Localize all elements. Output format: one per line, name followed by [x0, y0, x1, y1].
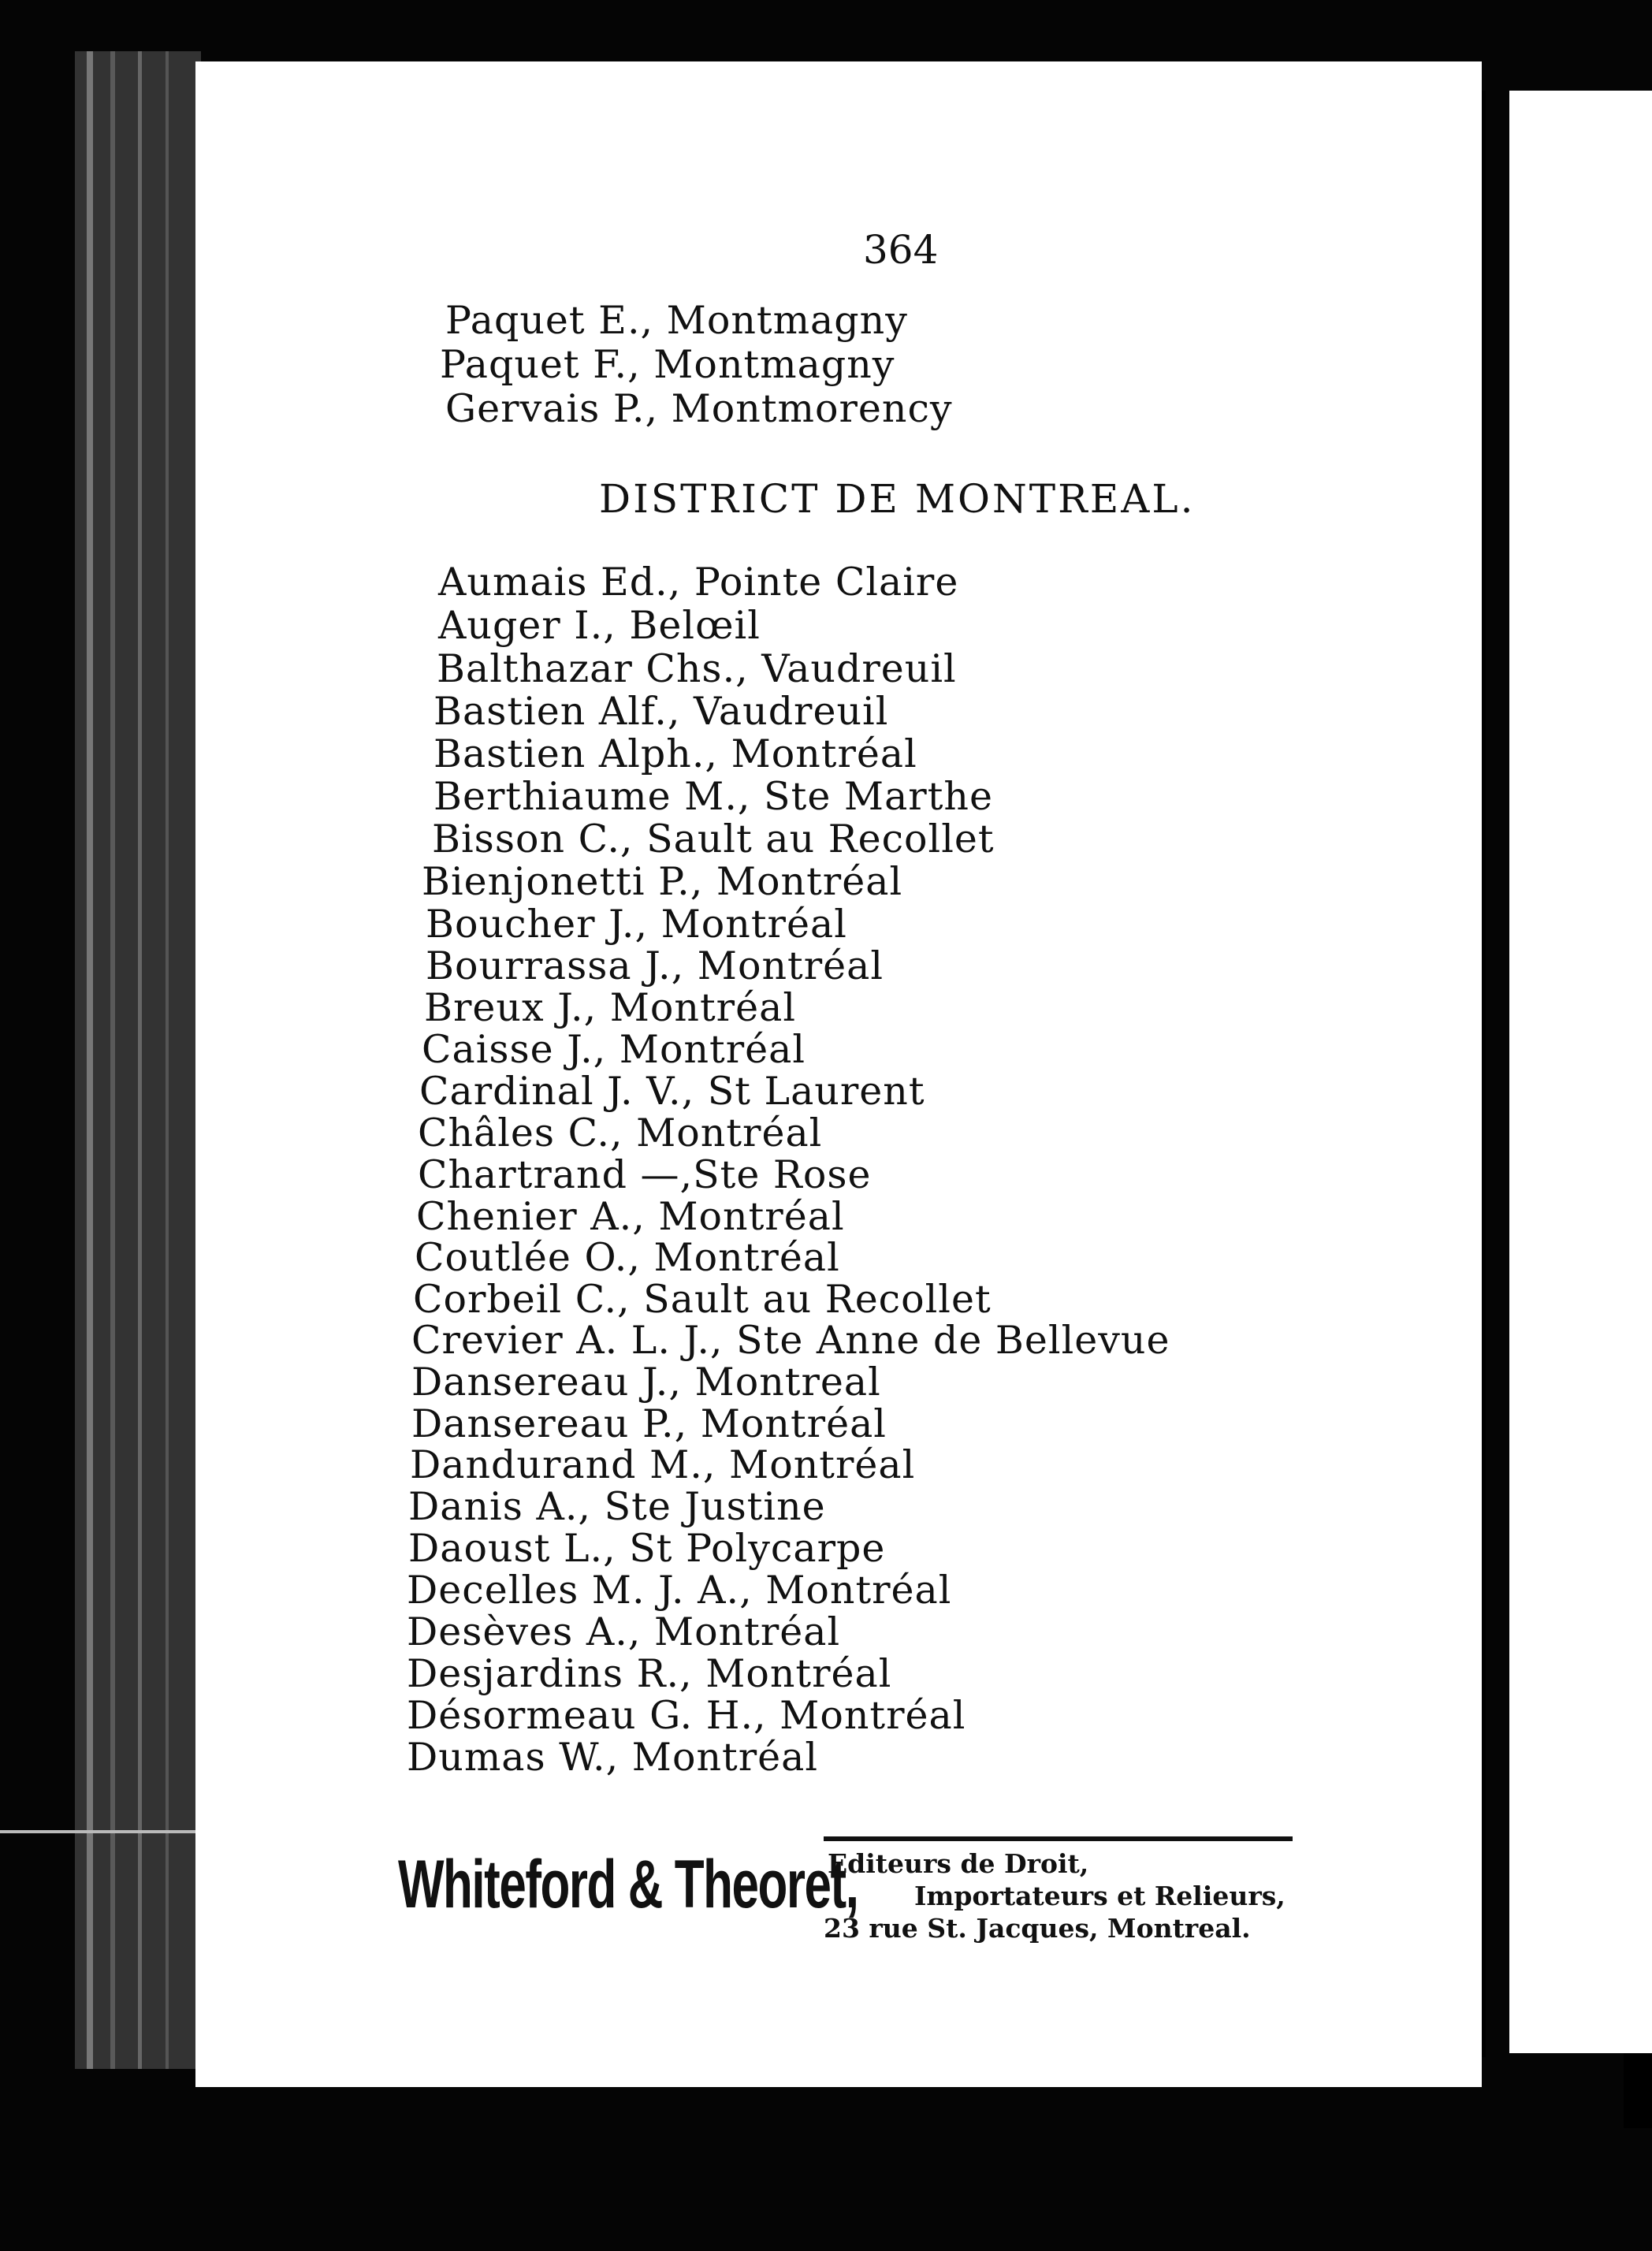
directory-entry: Berthiaume M., Ste Marthe — [433, 774, 993, 819]
directory-entry: Paquet F., Montmagny — [440, 342, 895, 387]
directory-entry: Cardinal J. V., St Laurent — [419, 1069, 925, 1114]
directory-entry: Gervais P., Montmorency — [445, 386, 953, 431]
advertisement-line: Editeurs de Droit, — [828, 1848, 1089, 1879]
advertisement-line: Importateurs et Relieurs, — [914, 1881, 1286, 1911]
page-number: 364 — [863, 227, 939, 273]
directory-entry: Balthazar Chs., Vaudreuil — [437, 646, 957, 691]
directory-entry: Desèves A., Montréal — [407, 1609, 841, 1654]
directory-entry: Chartrand —,Ste Rose — [418, 1152, 872, 1197]
advertisement-brand: Whiteford & Theoret, — [398, 1847, 858, 1922]
directory-entry: Dansereau J., Montreal — [411, 1360, 881, 1405]
directory-entry: Chenier A., Montréal — [416, 1194, 845, 1239]
directory-entry: Caisse J., Montréal — [422, 1027, 806, 1072]
directory-entry: Decelles M. J. A., Montréal — [407, 1568, 952, 1613]
directory-entry: Desjardins R., Montréal — [407, 1651, 892, 1696]
directory-entry: Coutlée O., Montréal — [415, 1235, 840, 1280]
directory-entry: Paquet E., Montmagny — [445, 298, 908, 343]
directory-entry: Corbeil C., Sault au Recollet — [413, 1277, 992, 1322]
directory-entry: Crevier A. L. J., Ste Anne de Bellevue — [411, 1318, 1170, 1363]
directory-entry: Bastien Alph., Montréal — [433, 731, 917, 776]
section-heading: DISTRICT DE MONTREAL. — [599, 476, 1196, 522]
directory-entry: Bourrassa J., Montréal — [426, 943, 884, 988]
directory-entry: Danis A., Ste Justine — [408, 1484, 826, 1529]
directory-entry: Breux J., Montréal — [424, 985, 796, 1030]
directory-entry: Dumas W., Montréal — [407, 1735, 818, 1780]
directory-entry: Boucher J., Montréal — [426, 902, 847, 947]
directory-entry: Châles C., Montréal — [418, 1111, 823, 1155]
directory-entry: Désormeau G. H., Montréal — [407, 1693, 966, 1738]
directory-entry: Daoust L., St Polycarpe — [408, 1526, 886, 1571]
directory-entry: Bastien Alf., Vaudreuil — [433, 689, 889, 734]
advertisement-line: 23 rue St. Jacques, Montreal. — [824, 1913, 1251, 1944]
adjacent-page-edge — [1509, 91, 1652, 2053]
directory-entry: Bisson C., Sault au Recollet — [432, 817, 995, 861]
directory-entry: Dandurand M., Montréal — [410, 1442, 916, 1487]
directory-entry: Bienjonetti P., Montréal — [422, 859, 903, 904]
advertisement-rule — [824, 1836, 1293, 1841]
directory-entry: Aumais Ed., Pointe Claire — [438, 560, 959, 605]
directory-entry: Auger I., Belœil — [438, 603, 761, 648]
directory-entry: Dansereau P., Montréal — [411, 1401, 887, 1446]
